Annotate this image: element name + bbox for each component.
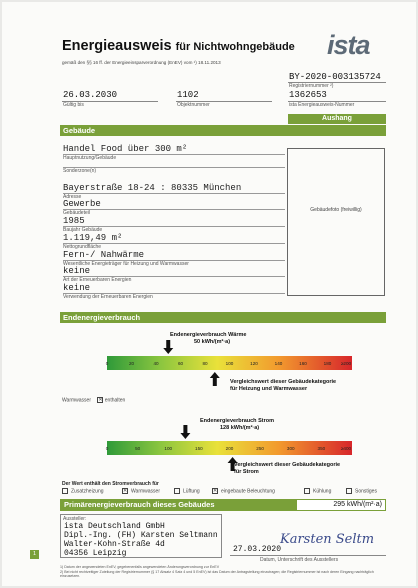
strom-item-checkbox: ✕	[213, 488, 218, 494]
object-number-label: Objektnummer	[177, 102, 210, 108]
primary-energy-value: 295 kWh/(m²·a)	[297, 500, 385, 510]
strom-tick-label: 200	[225, 446, 234, 451]
strom-tick-label: 0	[105, 446, 109, 451]
footnote-2: 2) Bei nicht rechtzeitiger Zuteilung der Registriernummer (§ 17 Absatz 4 Satz 4 und 5 EnEV) ist das Datum der Antragstellung einzutragen; die Registriernummer ist nach deren Eingang nachträglich einzusetzen.	[60, 570, 374, 579]
heat-value-marker	[163, 340, 173, 354]
warmwater-checkbox: ✕	[98, 397, 103, 403]
strom-value-text: 128 kWh/(m²·a)	[220, 425, 260, 431]
strom-item	[346, 488, 377, 494]
heat-tick-label: 160	[299, 361, 307, 366]
heat-tick-label: 140	[274, 361, 283, 366]
heat-tick-label: 100	[225, 361, 234, 366]
strom-item-label: Kühlung	[313, 488, 332, 495]
issuer-line-2: Dipl.-Ing. (FH) Karsten Seltmann	[64, 531, 218, 540]
heat-compare-text-1: Vergleichswert dieser Gebäudekategorie	[230, 379, 337, 385]
strom-item-checkbox	[62, 488, 68, 494]
heat-tick-label: 0	[105, 361, 109, 366]
section-endenergie-bar: Endenergieverbrauch	[60, 312, 386, 323]
strom-tick-label: 50	[135, 446, 141, 451]
strom-item-label: Zusatzheizung	[71, 488, 104, 495]
heat-tick-label: 60	[177, 361, 184, 366]
strom-item-checkbox: ✕	[123, 488, 128, 494]
footnote-1: 1) Datum der angewendeten EnEV, gegebenenfalls angewendeten Änderungsverordnung zur EnEV	[60, 565, 220, 569]
certificate-page	[2, 2, 416, 586]
heat-tick-label: 40	[153, 361, 159, 366]
strom-item-checkbox	[174, 488, 180, 494]
field-erneuerbare-art: keine Art der Erneuerbaren Energien	[63, 266, 285, 283]
heat-tick-label: 80	[202, 361, 208, 366]
strom-tick-label: 250	[256, 446, 264, 451]
heat-compare-text-2: für Heizung und Warmwasser	[230, 386, 308, 392]
strom-tick-label: ≥400	[340, 446, 352, 451]
signature-label: Datum, Unterschrift des Ausstellers	[260, 557, 339, 563]
issuer-box: Aussteller: ista Deutschland GmbH Dipl.-Ing. (FH) Karsten Seltmann Walter-Kohn-Straße 4d 04356 Leipzig	[60, 514, 222, 558]
strom-value-title: Endenergieverbrauch Strom	[200, 418, 274, 424]
field-erneuerbare-verwendung: keine Verwendung der Erneuerbaren Energien	[63, 283, 285, 300]
section-primary-title: Primärenergieverbrauch dieses Gebäudes	[64, 500, 215, 509]
registration-number: BY-2020-003135724	[289, 72, 381, 82]
section-primary-bar	[60, 499, 386, 511]
strom-item	[122, 488, 160, 494]
strom-item-checkbox	[304, 488, 310, 494]
strom-item	[304, 488, 331, 494]
building-photo-placeholder: Gebäudefoto (freiwillig)	[287, 148, 385, 296]
page-number-badge: 1	[30, 550, 39, 559]
strom-item	[174, 488, 200, 494]
field-adresse: Bayerstraße 18-24 : 80335 München Adresse	[63, 183, 285, 200]
heat-compare-marker	[210, 372, 220, 386]
field-gebaeudeteil: Gewerbe Gebäudeteil	[63, 199, 285, 216]
strom-item-label: eingebaute Beleuchtung	[221, 488, 275, 495]
aushang-badge: Aushang	[288, 114, 386, 124]
section-gebaeude-bar: Gebäude	[60, 125, 386, 136]
strom-tick-label: 150	[195, 446, 203, 451]
strom-item-checkbox	[346, 488, 352, 494]
heat-value-text: 50 kWh/(m²·a)	[194, 339, 231, 345]
heat-value-title: Endenergieverbrauch Wärme	[170, 332, 247, 338]
issuer-line-4: 04356 Leipzig	[64, 549, 127, 558]
valid-until-label: Gültig bis	[63, 102, 84, 108]
issuer-line-1: ista Deutschland GmbH	[64, 522, 165, 531]
object-number: 1102	[177, 90, 199, 100]
ista-logo: ista	[327, 30, 370, 60]
valid-until: 26.03.2030	[63, 90, 118, 100]
page-title: Energieausweis für Nichtwohngebäude	[62, 38, 295, 54]
field-energietraeger: Fern-/ Nahwärme Wesentliche Energieträger für Heizung und Warmwasser	[63, 250, 285, 267]
strom-value-marker	[180, 425, 190, 439]
issuer-line-3: Walter-Kohn-Straße 4d	[64, 540, 165, 549]
field-hauptnutzung: Handel Food über 300 m² Hauptnutzung/Gebäude	[63, 144, 285, 161]
strom-tick-label: 350	[317, 446, 326, 451]
issue-date: 27.03.2020	[233, 545, 282, 554]
strom-note: Der Wert enthält den Stromverbrauch für	[62, 481, 159, 487]
warmwater-row: Warmwasser ✕ enthalten	[62, 397, 126, 404]
field-sonderzone: Sonderzone(n)	[63, 167, 285, 174]
heat-tick-label: 20	[128, 361, 135, 366]
strom-item-label: Sonstiges	[355, 488, 377, 495]
strom-item	[212, 488, 275, 494]
strom-item	[62, 488, 104, 494]
strom-tick-label: 100	[164, 446, 173, 451]
regulation-text: gemäß den §§ 16 ff. der Energieeinsparverordnung (EnEV) vom ¹) 18.11.2013	[62, 60, 221, 65]
signature: Kar⁠sten Sel⁠tm	[280, 532, 375, 547]
registration-label: Registriernummer ²)	[289, 83, 334, 89]
field-nettogrundflaeche: 1.119,49 m² Nettogrundfläche	[63, 233, 285, 250]
strom-compare-text-1: Vergleichswert dieser Gebäudekategorie	[234, 462, 341, 468]
ista-number: 1362653	[289, 90, 327, 100]
heat-tick-label: 120	[250, 361, 258, 366]
ista-number-label: ista Energieausweis-Nummer	[289, 102, 355, 108]
heat-tick-label: 180	[323, 361, 332, 366]
strom-tick-label: 300	[286, 446, 295, 451]
strom-item-label: Warmwasser	[131, 488, 160, 495]
strom-item-label: Lüftung	[183, 488, 200, 495]
strom-compare-text-2: für Strom	[234, 469, 259, 475]
field-baujahr: 1985 Baujahr Gebäude	[63, 216, 285, 233]
heat-tick-label: ≥200	[340, 361, 352, 366]
